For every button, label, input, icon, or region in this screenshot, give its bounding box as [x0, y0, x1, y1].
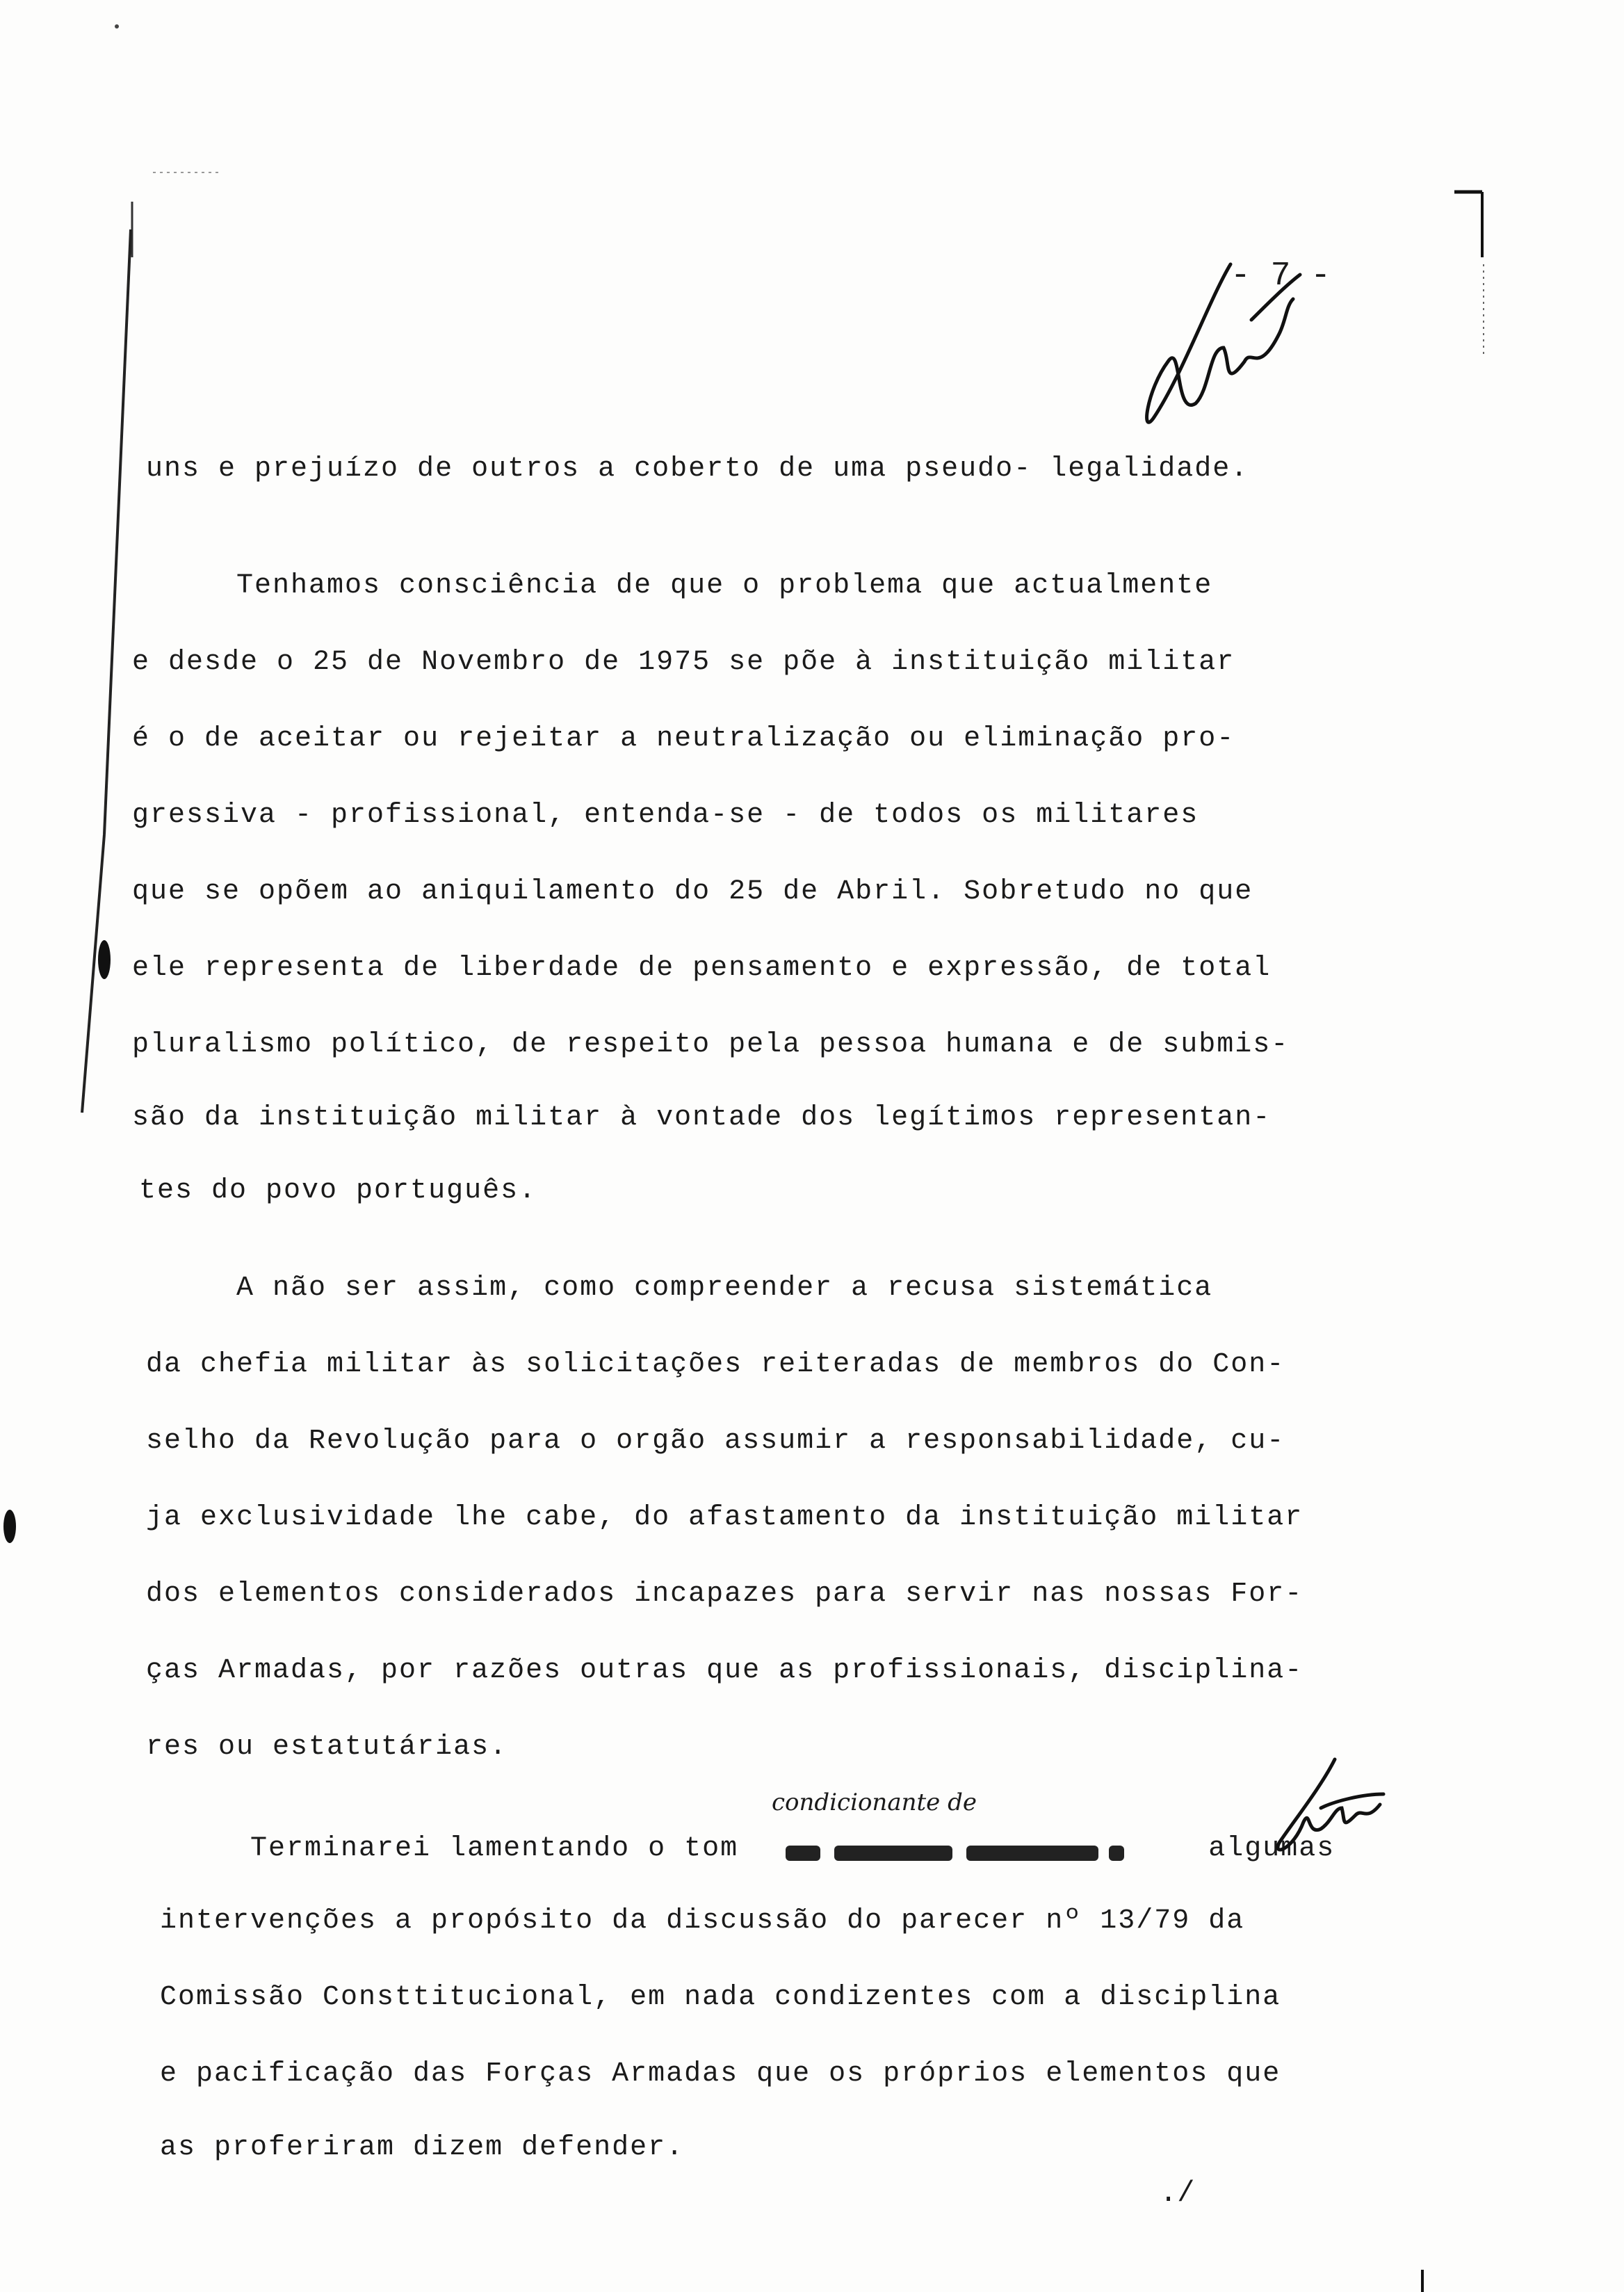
body-line-4: é o de aceitar ou rejeitar a neutralização ou eliminação pro- — [132, 723, 1235, 754]
body-line-3: e desde o 25 de Novembro de 1975 se põe à instituição militar — [132, 647, 1235, 678]
body-line-12: da chefia militar às solicitações reiteradas de membros do Con- — [146, 1349, 1285, 1380]
body-line-17: res ou estatutárias. — [146, 1732, 508, 1763]
continuation-mark: ./ — [1160, 2177, 1195, 2210]
body-line-19: intervenções a propósito da discussão do parecer nº 13/79 da — [160, 1905, 1245, 1937]
body-line-21: e pacificação das Forças Armadas que os próprios elementos que — [160, 2058, 1281, 2090]
handwritten-insertion: condicionante de — [772, 1789, 977, 1816]
body-line-8: pluralismo político, de respeito pela pessoa humana e de submis- — [132, 1029, 1290, 1060]
body-line-1: uns e prejuízo de outros a coberto de uma pseudo- legalidade. — [146, 453, 1249, 485]
body-line-18: Terminarei lamentando o tom algumas — [160, 1833, 1335, 1864]
body-line-9: são da instituição militar à vontade dos legítimos representan- — [132, 1102, 1272, 1133]
body-line-5: gressiva - profissional, entenda-se - de todos os militares — [132, 800, 1199, 831]
body-line-16: ças Armadas, por razões outras que as profissionais, disciplina- — [146, 1655, 1304, 1686]
body-line-6: que se opõem ao aniquilamento do 25 de Abril. Sobretudo no que — [132, 876, 1253, 907]
page-number: - 7 - — [1231, 257, 1331, 295]
body-line-14: ja exclusividade lhe cabe, do afastamento da instituição militar — [146, 1502, 1304, 1533]
body-line-15: dos elementos considerados incapazes para servir nas nossas For- — [146, 1579, 1304, 1610]
body-line-7: ele representa de liberdade de pensamento e expressão, de total — [132, 953, 1272, 984]
body-line-20: Comissão Consttitucional, em nada condizentes com a disciplina — [160, 1982, 1281, 2013]
body-line-2: Tenhamos consciência de que o problema que actualmente — [146, 570, 1213, 602]
body-line-13: selho da Revolução para o orgão assumir a responsabilidade, cu- — [146, 1426, 1285, 1457]
body-line-22: as proferiram dizem defender. — [160, 2132, 685, 2163]
body-line-11: A não ser assim, como compreender a recusa sistemática — [146, 1273, 1213, 1304]
body-line-10: tes do povo português. — [139, 1175, 537, 1206]
